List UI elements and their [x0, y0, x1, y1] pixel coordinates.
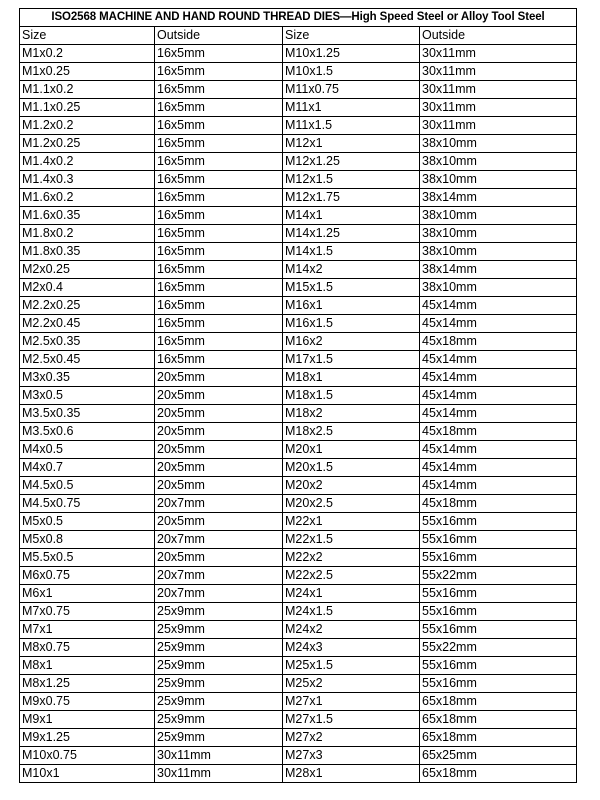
size-right-cell: M22x2.5: [283, 567, 420, 585]
outside-left-cell: 16x5mm: [155, 189, 283, 207]
table-row: [20, 549, 577, 567]
outside-left-cell: 25x9mm: [155, 603, 283, 621]
outside-right-cell: 38x10mm: [420, 171, 577, 189]
size-right-cell: M14x1.25: [283, 225, 420, 243]
size-left-cell: M9x1: [20, 711, 155, 729]
outside-right-cell: 55x16mm: [420, 531, 577, 549]
header-outside-left: Outside: [155, 27, 283, 45]
outside-right-cell: 45x14mm: [420, 387, 577, 405]
outside-right-cell: 30x11mm: [420, 63, 577, 81]
outside-left-cell: 20x5mm: [155, 405, 283, 423]
outside-right-cell: 45x14mm: [420, 351, 577, 369]
table-row: [20, 711, 577, 729]
size-left-cell: M9x1.25: [20, 729, 155, 747]
table-row: [20, 99, 577, 117]
table-row: [20, 261, 577, 279]
table-row: [20, 63, 577, 81]
table-body: [20, 45, 577, 783]
table-row: [20, 81, 577, 99]
table-row: [20, 603, 577, 621]
outside-right-cell: 55x16mm: [420, 621, 577, 639]
size-right-cell: M24x2: [283, 621, 420, 639]
outside-right-cell: 30x11mm: [420, 117, 577, 135]
outside-right-cell: 55x22mm: [420, 639, 577, 657]
size-right-cell: M14x2: [283, 261, 420, 279]
size-left-cell: M3.5x0.35: [20, 405, 155, 423]
outside-right-cell: 55x16mm: [420, 675, 577, 693]
table-row: [20, 117, 577, 135]
outside-left-cell: 20x7mm: [155, 495, 283, 513]
size-right-cell: M24x3: [283, 639, 420, 657]
outside-left-cell: 25x9mm: [155, 639, 283, 657]
outside-left-cell: 16x5mm: [155, 81, 283, 99]
table-row: [20, 369, 577, 387]
size-left-cell: M10x0.75: [20, 747, 155, 765]
outside-right-cell: 55x16mm: [420, 513, 577, 531]
table-row: [20, 585, 577, 603]
size-right-cell: M20x1.5: [283, 459, 420, 477]
table-row: [20, 387, 577, 405]
thread-dies-sheet: [19, 8, 576, 783]
table-row: [20, 333, 577, 351]
size-right-cell: M25x1.5: [283, 657, 420, 675]
outside-left-cell: 16x5mm: [155, 153, 283, 171]
size-left-cell: M8x0.75: [20, 639, 155, 657]
size-right-cell: M18x1: [283, 369, 420, 387]
size-left-cell: M7x0.75: [20, 603, 155, 621]
outside-right-cell: 38x10mm: [420, 207, 577, 225]
outside-right-cell: 30x11mm: [420, 99, 577, 117]
outside-right-cell: 55x16mm: [420, 603, 577, 621]
size-right-cell: M11x0.75: [283, 81, 420, 99]
size-right-cell: M28x1: [283, 765, 420, 783]
size-left-cell: M1x0.25: [20, 63, 155, 81]
size-right-cell: M22x1: [283, 513, 420, 531]
outside-left-cell: 16x5mm: [155, 45, 283, 63]
size-right-cell: M16x2: [283, 333, 420, 351]
outside-right-cell: 45x18mm: [420, 333, 577, 351]
outside-right-cell: 45x14mm: [420, 315, 577, 333]
size-left-cell: M3x0.35: [20, 369, 155, 387]
table-row: [20, 531, 577, 549]
table-row: [20, 621, 577, 639]
table-row: [20, 657, 577, 675]
size-right-cell: M18x2.5: [283, 423, 420, 441]
size-right-cell: M11x1: [283, 99, 420, 117]
size-right-cell: M12x1: [283, 135, 420, 153]
outside-right-cell: 45x14mm: [420, 477, 577, 495]
outside-right-cell: 45x14mm: [420, 369, 577, 387]
size-left-cell: M1.2x0.25: [20, 135, 155, 153]
outside-left-cell: 20x7mm: [155, 585, 283, 603]
outside-right-cell: 65x18mm: [420, 765, 577, 783]
thread-dies-table: [19, 8, 577, 783]
size-right-cell: M10x1.5: [283, 63, 420, 81]
table-title: ISO2568 MACHINE AND HAND ROUND THREAD DIES—High Speed Steel or Alloy Tool Steel: [20, 9, 577, 27]
outside-left-cell: 20x5mm: [155, 387, 283, 405]
outside-left-cell: 16x5mm: [155, 117, 283, 135]
size-right-cell: M22x1.5: [283, 531, 420, 549]
outside-right-cell: 38x10mm: [420, 225, 577, 243]
table-row: [20, 441, 577, 459]
size-left-cell: M1.8x0.2: [20, 225, 155, 243]
table-row: [20, 153, 577, 171]
size-left-cell: M2x0.4: [20, 279, 155, 297]
size-left-cell: M2x0.25: [20, 261, 155, 279]
size-right-cell: M20x1: [283, 441, 420, 459]
size-left-cell: M1.6x0.35: [20, 207, 155, 225]
table-row: [20, 135, 577, 153]
size-right-cell: M14x1: [283, 207, 420, 225]
table-row: [20, 459, 577, 477]
outside-right-cell: 38x14mm: [420, 261, 577, 279]
size-left-cell: M6x0.75: [20, 567, 155, 585]
table-row: [20, 189, 577, 207]
size-right-cell: M18x2: [283, 405, 420, 423]
outside-left-cell: 16x5mm: [155, 297, 283, 315]
size-right-cell: M11x1.5: [283, 117, 420, 135]
size-right-cell: M20x2: [283, 477, 420, 495]
table-row: [20, 207, 577, 225]
table-row: [20, 675, 577, 693]
outside-right-cell: 45x14mm: [420, 297, 577, 315]
outside-left-cell: 20x5mm: [155, 459, 283, 477]
size-left-cell: M7x1: [20, 621, 155, 639]
outside-right-cell: 38x10mm: [420, 243, 577, 261]
outside-left-cell: 25x9mm: [155, 729, 283, 747]
outside-left-cell: 25x9mm: [155, 621, 283, 639]
outside-right-cell: 30x11mm: [420, 45, 577, 63]
outside-left-cell: 30x11mm: [155, 765, 283, 783]
outside-left-cell: 25x9mm: [155, 657, 283, 675]
table-row: [20, 477, 577, 495]
outside-right-cell: 45x14mm: [420, 441, 577, 459]
size-right-cell: M12x1.5: [283, 171, 420, 189]
size-left-cell: M5x0.5: [20, 513, 155, 531]
table-row: [20, 243, 577, 261]
table-row: [20, 405, 577, 423]
size-left-cell: M4x0.7: [20, 459, 155, 477]
size-left-cell: M4.5x0.75: [20, 495, 155, 513]
size-right-cell: M17x1.5: [283, 351, 420, 369]
size-right-cell: M16x1.5: [283, 315, 420, 333]
outside-right-cell: 65x18mm: [420, 693, 577, 711]
outside-left-cell: 16x5mm: [155, 243, 283, 261]
size-left-cell: M1.1x0.2: [20, 81, 155, 99]
outside-left-cell: 16x5mm: [155, 135, 283, 153]
outside-right-cell: 38x10mm: [420, 135, 577, 153]
size-right-cell: M27x1: [283, 693, 420, 711]
outside-right-cell: 45x18mm: [420, 423, 577, 441]
outside-left-cell: 20x7mm: [155, 531, 283, 549]
size-right-cell: M24x1.5: [283, 603, 420, 621]
size-left-cell: M10x1: [20, 765, 155, 783]
table-row: [20, 351, 577, 369]
size-left-cell: M6x1: [20, 585, 155, 603]
size-right-cell: M12x1.25: [283, 153, 420, 171]
outside-right-cell: 45x14mm: [420, 459, 577, 477]
size-left-cell: M8x1.25: [20, 675, 155, 693]
table-row: [20, 729, 577, 747]
size-right-cell: M16x1: [283, 297, 420, 315]
size-right-cell: M27x2: [283, 729, 420, 747]
table-row: [20, 693, 577, 711]
size-left-cell: M2.2x0.45: [20, 315, 155, 333]
outside-left-cell: 20x5mm: [155, 513, 283, 531]
size-left-cell: M2.5x0.35: [20, 333, 155, 351]
header-outside-right: Outside: [420, 27, 577, 45]
table-row: [20, 45, 577, 63]
outside-right-cell: 38x10mm: [420, 279, 577, 297]
size-left-cell: M2.5x0.45: [20, 351, 155, 369]
outside-right-cell: 55x16mm: [420, 585, 577, 603]
size-left-cell: M5.5x0.5: [20, 549, 155, 567]
outside-left-cell: 16x5mm: [155, 351, 283, 369]
size-left-cell: M2.2x0.25: [20, 297, 155, 315]
outside-left-cell: 20x5mm: [155, 477, 283, 495]
header-row: [20, 27, 577, 45]
size-left-cell: M1.4x0.2: [20, 153, 155, 171]
outside-left-cell: 16x5mm: [155, 225, 283, 243]
size-left-cell: M5x0.8: [20, 531, 155, 549]
outside-left-cell: 25x9mm: [155, 693, 283, 711]
table-row: [20, 225, 577, 243]
size-right-cell: M27x1.5: [283, 711, 420, 729]
outside-left-cell: 16x5mm: [155, 171, 283, 189]
size-left-cell: M3.5x0.6: [20, 423, 155, 441]
table-row: [20, 765, 577, 783]
size-left-cell: M1.6x0.2: [20, 189, 155, 207]
outside-left-cell: 16x5mm: [155, 207, 283, 225]
table-row: [20, 279, 577, 297]
size-right-cell: M22x2: [283, 549, 420, 567]
table-row: [20, 297, 577, 315]
size-left-cell: M9x0.75: [20, 693, 155, 711]
outside-left-cell: 25x9mm: [155, 711, 283, 729]
size-right-cell: M10x1.25: [283, 45, 420, 63]
outside-right-cell: 55x16mm: [420, 549, 577, 567]
size-right-cell: M18x1.5: [283, 387, 420, 405]
table-row: [20, 513, 577, 531]
outside-left-cell: 30x11mm: [155, 747, 283, 765]
outside-left-cell: 20x5mm: [155, 441, 283, 459]
table-row: [20, 315, 577, 333]
outside-left-cell: 20x5mm: [155, 369, 283, 387]
outside-left-cell: 16x5mm: [155, 315, 283, 333]
outside-left-cell: 16x5mm: [155, 279, 283, 297]
outside-right-cell: 45x14mm: [420, 405, 577, 423]
size-right-cell: M20x2.5: [283, 495, 420, 513]
outside-right-cell: 65x25mm: [420, 747, 577, 765]
size-left-cell: M1x0.2: [20, 45, 155, 63]
table-row: [20, 567, 577, 585]
size-left-cell: M8x1: [20, 657, 155, 675]
outside-right-cell: 30x11mm: [420, 81, 577, 99]
outside-left-cell: 25x9mm: [155, 675, 283, 693]
table-row: [20, 639, 577, 657]
table-row: [20, 495, 577, 513]
outside-right-cell: 65x18mm: [420, 729, 577, 747]
size-right-cell: M12x1.75: [283, 189, 420, 207]
outside-left-cell: 16x5mm: [155, 99, 283, 117]
table-row: [20, 171, 577, 189]
size-right-cell: M14x1.5: [283, 243, 420, 261]
outside-left-cell: 20x5mm: [155, 423, 283, 441]
size-left-cell: M1.8x0.35: [20, 243, 155, 261]
outside-left-cell: 16x5mm: [155, 261, 283, 279]
size-left-cell: M4.5x0.5: [20, 477, 155, 495]
header-size-left: Size: [20, 27, 155, 45]
title-row: [20, 9, 577, 27]
size-right-cell: M25x2: [283, 675, 420, 693]
size-left-cell: M1.2x0.2: [20, 117, 155, 135]
outside-right-cell: 55x16mm: [420, 657, 577, 675]
size-right-cell: M15x1.5: [283, 279, 420, 297]
size-left-cell: M1.1x0.25: [20, 99, 155, 117]
header-size-right: Size: [283, 27, 420, 45]
outside-left-cell: 16x5mm: [155, 63, 283, 81]
outside-right-cell: 65x18mm: [420, 711, 577, 729]
outside-left-cell: 16x5mm: [155, 333, 283, 351]
outside-right-cell: 38x14mm: [420, 189, 577, 207]
outside-right-cell: 55x22mm: [420, 567, 577, 585]
outside-right-cell: 45x18mm: [420, 495, 577, 513]
size-left-cell: M1.4x0.3: [20, 171, 155, 189]
size-left-cell: M3x0.5: [20, 387, 155, 405]
size-left-cell: M4x0.5: [20, 441, 155, 459]
size-right-cell: M27x3: [283, 747, 420, 765]
table-row: [20, 423, 577, 441]
table-row: [20, 747, 577, 765]
size-right-cell: M24x1: [283, 585, 420, 603]
outside-left-cell: 20x7mm: [155, 567, 283, 585]
outside-right-cell: 38x10mm: [420, 153, 577, 171]
outside-left-cell: 20x5mm: [155, 549, 283, 567]
